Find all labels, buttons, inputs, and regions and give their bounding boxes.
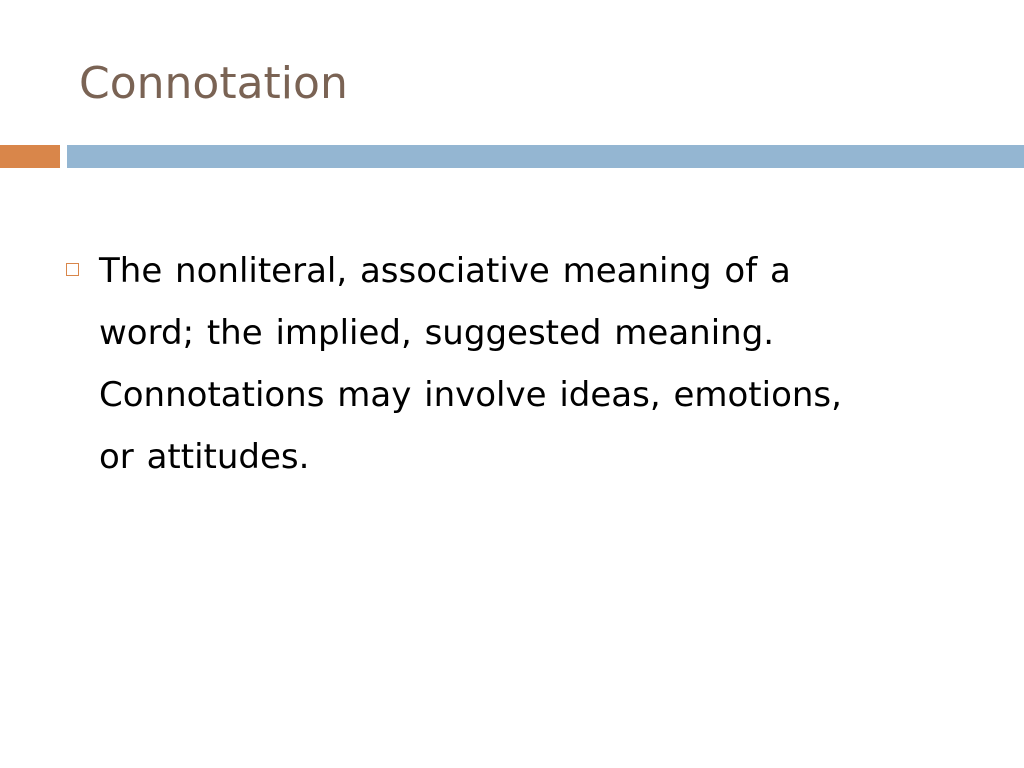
slide-title: Connotation	[79, 58, 348, 109]
slide-content	[66, 240, 966, 488]
bullet-line-2: word; the implied, suggested meaning.	[99, 313, 775, 353]
bullet-line-1: The nonliteral, associative meaning of a	[99, 251, 791, 291]
accent-bar-blue	[67, 145, 1024, 168]
bullet-item	[66, 240, 966, 488]
accent-bar-orange	[0, 145, 60, 168]
bullet-line-3: Connotations may involve ideas, emotions,	[99, 375, 842, 415]
hollow-square-icon	[66, 263, 79, 276]
bullet-text	[99, 240, 966, 488]
bullet-line-4: or attitudes.	[99, 437, 310, 477]
